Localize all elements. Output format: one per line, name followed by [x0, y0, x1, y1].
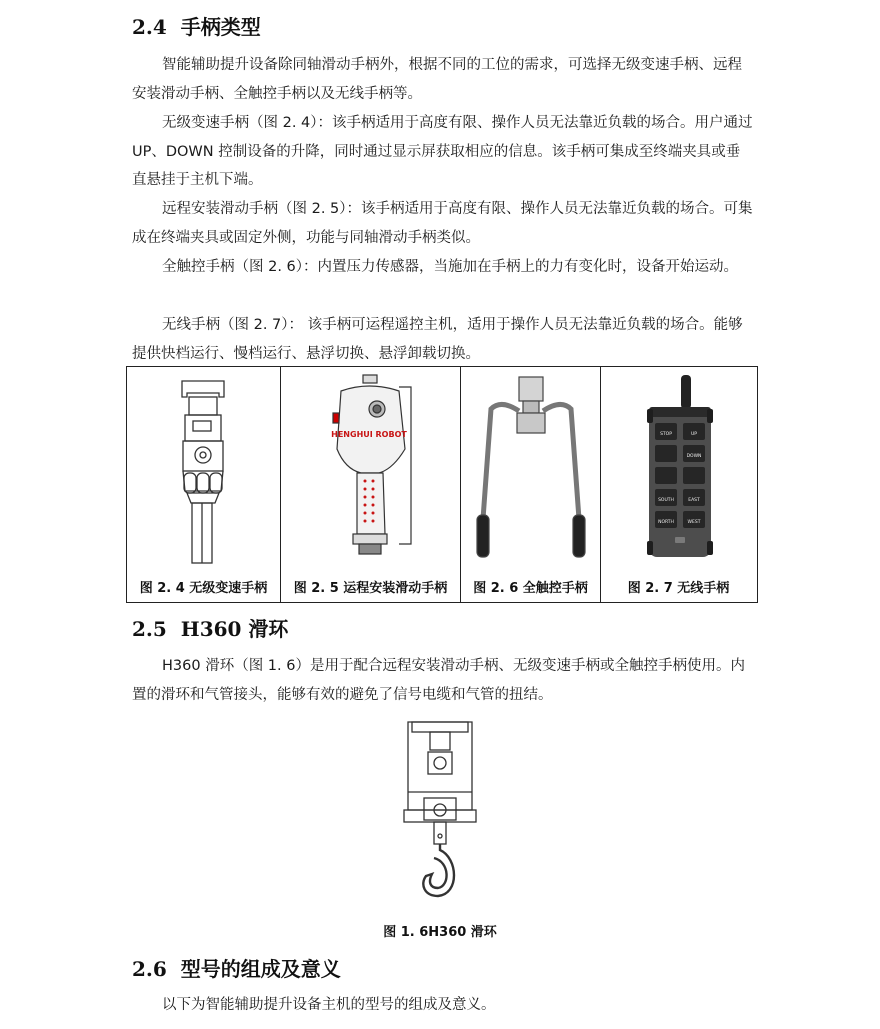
section-heading-2-6: 2.6 型号的组成及意义 [132, 957, 341, 981]
figure-cell-wireless-handle [601, 367, 756, 602]
paragraph-model-composition: 以下为智能辅助提升设备主机的型号的组成及意义。 [162, 997, 496, 1013]
handle-figure-table [126, 366, 758, 603]
remote-button-label: WEST [687, 520, 701, 525]
figure-caption: 图 2. 5 运程安装滑动手柄 [293, 581, 448, 596]
wireless-remote-image [601, 369, 754, 574]
paragraph-stepless-handle: 无级变速手柄（图 2. 4）：该手柄适用于高度有限、操作人员无法靠近负载的场合。用户通过 UP、DOWN 控制设备的升降，同时通过显示屏获取相应的信息。该手柄可集成至终端夹具或垂直悬挂于主机下端。 [132, 115, 753, 188]
figure-caption-h360: 图 1. 6H360 滑环 [383, 925, 497, 940]
figure-caption: 图 2. 7 无线手柄 [627, 581, 730, 596]
section-heading-2-4: 2.4 手柄类型 [132, 15, 261, 39]
figure-cell-full-touch-handle [461, 367, 601, 602]
paragraph-h360: H360 滑环（图 1. 6）是用于配合远程安装滑动手柄、无级变速手柄或全触控手柄使用。内置的滑环和气管接头，能够有效的避免了信号电缆和气管的扭结。 [132, 658, 745, 703]
paragraph-full-touch-handle: 全触控手柄（图 2. 6）：内置压力传感器，当施加在手柄上的力有变化时，设备开始运动。 [162, 259, 739, 275]
remote-button-label: UP [690, 432, 698, 437]
full-touch-handle-image [461, 369, 599, 574]
remote-button-label: DOWN [686, 454, 702, 459]
paragraph-intro: 智能辅助提升设备除同轴滑动手柄外，根据不同的工位的需求，可选择无级变速手柄、远程安装滑动手柄、全触控手柄以及无线手柄等。 [132, 57, 742, 102]
figure-caption: 图 2. 6 全触控手柄 [473, 581, 588, 596]
h360-slip-ring-image [398, 718, 482, 914]
paragraph-wireless-handle: 无线手柄（图 2. 7）： 该手柄可运程遥控主机，适用于操作人员无法靠近负载的场合。能够提供快档运行、慢档运行、悬浮切换、悬浮卸载切换。 [132, 317, 743, 362]
remote-button-label: NORTH [658, 520, 674, 525]
remote-button-label: STOP [660, 432, 672, 437]
remote-slide-handle-image [281, 369, 459, 574]
figure-cell-remote-slide-handle [281, 367, 461, 602]
paragraph-remote-slide-handle: 远程安装滑动手柄（图 2. 5）：该手柄适用于高度有限、操作人员无法靠近负载的场合。可集成在终端夹具或固定外侧，功能与同轴滑动手柄类似。 [132, 201, 753, 246]
henghui-robot-label: HENGHUI ROBOT [331, 430, 407, 439]
section-heading-2-5: 2.5 H360 滑环 [132, 617, 289, 641]
figure-caption: 图 2. 4 无级变速手柄 [139, 581, 268, 596]
remote-button-label: SOUTH [658, 498, 674, 503]
remote-button-label: EAST [688, 498, 700, 503]
figure-cell-stepless-handle [127, 367, 281, 602]
stepless-handle-image [127, 369, 279, 574]
